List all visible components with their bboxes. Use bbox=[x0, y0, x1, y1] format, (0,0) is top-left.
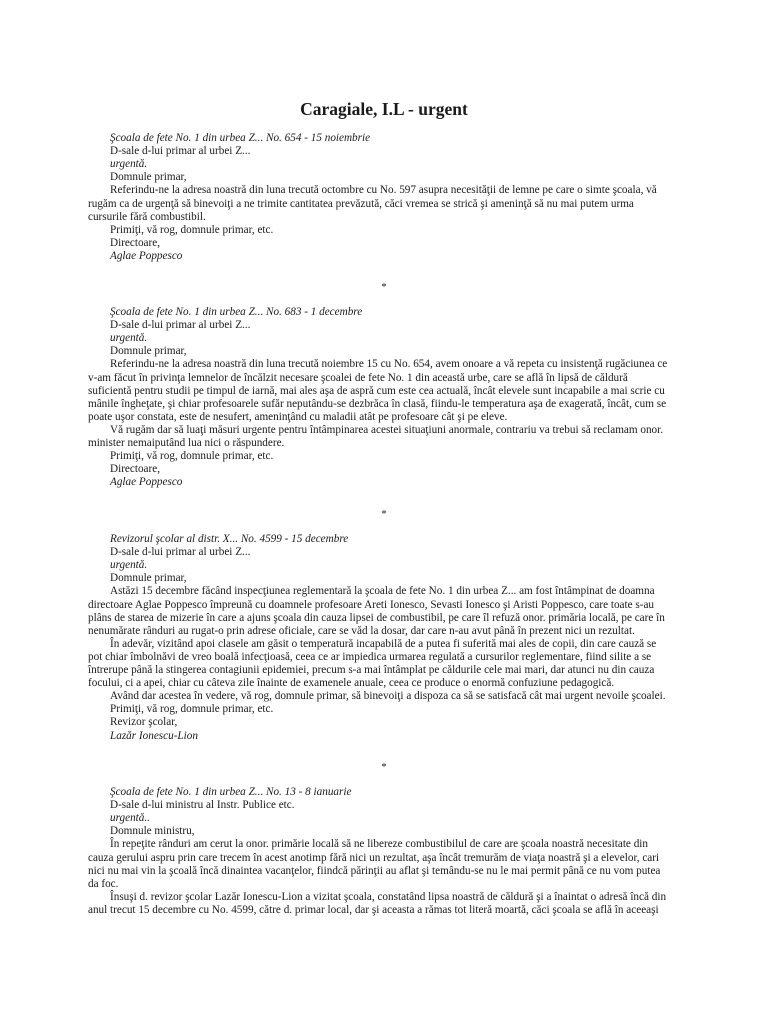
section-separator: * bbox=[381, 761, 387, 773]
text-line: nenumărate rânduri au rugat-o prin adrese oficiale, care se văd la dosar, dar care n-au avut până în prezent nici un rezultat. bbox=[88, 624, 635, 637]
text-line: Primiţi, vă rog, domnule primar, etc. bbox=[110, 223, 274, 236]
text-line: Lazăr Ionescu-Lion bbox=[110, 729, 198, 742]
text-line: Şcoala de fete No. 1 din urbea Z... No. 13 - 8 ianuarie bbox=[110, 786, 352, 798]
text-line: Însuşi d. revizor şcolar Lazăr Ionescu-Lion a vizitat şcoala, constatând lipsa noastră de căldură şi a înaintat o adresă încă din bbox=[110, 890, 667, 903]
text-line: În repeţite rânduri am cerut la onor. primărie locală să ne libereze combustibilul de care are şcoala noastră necesitate din bbox=[110, 838, 648, 851]
text-line: Şcoala de fete No. 1 din urbea Z... No. 654 - 15 noiembrie bbox=[110, 132, 371, 144]
text-line: Primiţi, vă rog, domnule primar, etc. bbox=[110, 450, 274, 463]
text-line: D-sale d-lui ministru al Instr. Publice etc. bbox=[110, 799, 295, 812]
text-line: urgentă. bbox=[110, 332, 148, 345]
text-line: D-sale d-lui primar al urbei Z... bbox=[110, 145, 251, 158]
text-line: minister nemaiputând lua nici o răspundere. bbox=[88, 437, 285, 449]
text-line: anul trecut 15 decembre cu No. 4599, către d. primar local, dar şi aceasta a rămas tot literă moartă, căci şcoala se află în aceeaşi bbox=[88, 903, 659, 916]
text-line: urgentă.. bbox=[110, 812, 150, 825]
text-line: Aglae Poppesco bbox=[110, 476, 183, 489]
text-line: urgentă. bbox=[110, 158, 148, 171]
text-line: Revizorul şcolar al distr. X... No. 4599 - 15 decembre bbox=[110, 533, 349, 545]
text-line: v-am făcut în privinţa lemnelor de încălzit necesare şcoalei de fete No. 1 din această urbe, care se află în lipsă de căldură bbox=[88, 371, 628, 384]
text-line: Domnule primar, bbox=[110, 345, 187, 358]
text-line: Domnule primar, bbox=[110, 572, 187, 585]
text-line: Domnule primar, bbox=[110, 171, 187, 184]
page-title: Caragiale, I.L - urgent bbox=[300, 99, 468, 119]
text-line: Directoare, bbox=[110, 236, 160, 249]
text-line: În adevăr, vizitând apoi clasele am găsit o temperatură incapabilă de a putea fi suferită mai ales de copii, din care cauză se bbox=[110, 637, 657, 650]
text-line: Şcoala de fete No. 1 din urbea Z... No. 683 - 1 decembre bbox=[110, 306, 363, 318]
text-line: cauza gerului aspru prin care trecem în acest anotimp fără nici un rezultat, aşa încât tremurăm de viaţa noastră şi a elevelor, cari bbox=[88, 851, 660, 864]
text-line: Directoare, bbox=[110, 463, 160, 476]
text-line: poate uşor constata, este de nesufert, ameninţând cu maladii atât pe profesoare cât şi pe eleve. bbox=[88, 410, 508, 423]
text-line: Referindu-ne la adresa noastră din luna trecută octombre cu No. 597 asupra necesităţii de lemne pe care o simte şcoala, vă bbox=[110, 184, 657, 197]
text-line: Revizor şcolar, bbox=[110, 716, 178, 729]
text-line: plâns de starea de mizerie în care a ajuns şcoala din cauza lipsei de combustibil, pe care îl refuză onor. primăria locală, pe care în bbox=[88, 611, 665, 624]
text-line: da foc. bbox=[88, 877, 119, 890]
text-line: Având dar acestea în vedere, vă rog, domnule primar, să binevoiţi a dispoza ca să se satisfacă cât mai urgent nevoile şcoalei. bbox=[110, 690, 666, 703]
text-line: Domnule ministru, bbox=[110, 825, 195, 838]
section-separator: * bbox=[381, 281, 387, 293]
text-line: suficientă pentru studii pe timpul de iarnă, mai ales aşa de aspră cum este cea actuală, încât elevele sunt incapabile a mai scrie cu bbox=[88, 384, 665, 397]
text-line: urgentă. bbox=[110, 559, 148, 572]
text-line: D-sale d-lui primar al urbei Z... bbox=[110, 319, 251, 332]
section-separator: * bbox=[381, 508, 387, 520]
text-line: cursurile fără combustibil. bbox=[88, 210, 206, 223]
text-line: focului, ci a apei, chiar cu câteva zile înainte de examenele anuale, ceea ce produce o enormă confuziune pedagogică. bbox=[88, 677, 615, 690]
text-line: directoare Aglae Poppesco împreună cu doamnele profesoare Areti Ionesco, Sevasti Ionesco şi Aristi Poppesco, care toate s-au bbox=[88, 598, 655, 611]
text-line: Primiţi, vă rog, domnule primar, etc. bbox=[110, 703, 274, 716]
text-line: nici nu mai vin la şcoală încă dinaintea vacanţelor, fiindcă părinţii au aflat şi temându-se nu le mai permit până ce nu vom putea bbox=[88, 864, 661, 877]
text-line: Aglae Poppesco bbox=[110, 249, 183, 262]
text-line: întrerupe până la stingerea contagiunii epidemiei, precum s-a mai întâmplat pe căldurile cele mai mari, dar atunci nu din cauza bbox=[88, 664, 655, 676]
text-line: pot chiar îmbolnăvi de vreo boală infecţioasă, ceea ce ar impiedica urmarea regulată a cursurilor reglementare, fiind silite a se bbox=[88, 650, 652, 663]
text-line: Referindu-ne la adresa noastră din luna trecută noiembre 15 cu No. 654, avem onoare a vă repeta cu insistenţă rugăciunea ce bbox=[110, 358, 668, 371]
text-line: D-sale d-lui primar al urbei Z... bbox=[110, 546, 251, 559]
text-line: mânile îngheţate, şi chiar profesoarele sufăr neputându-se dezbrăca în clasă, fiindu-le temperatura aşa de exagerată, încât, cum se bbox=[88, 397, 667, 410]
text-line: Vă rugăm dar să luaţi măsuri urgente pentru întâmpinarea acestei situaţiuni anormale, contrariu va trebui să reclamam onor. bbox=[110, 423, 664, 436]
text-line: rugăm ca de urgenţă să binevoiţi a ne trimite cantitatea prevăzută, căci vremea se strică şi ameninţă să nu mai putem urma bbox=[88, 197, 634, 210]
text-line: Astăzi 15 decembre făcând inspecţiunea reglementară la şcoala de fete No. 1 din urbea Z... am fost întâmpinat de doamna bbox=[110, 585, 655, 598]
